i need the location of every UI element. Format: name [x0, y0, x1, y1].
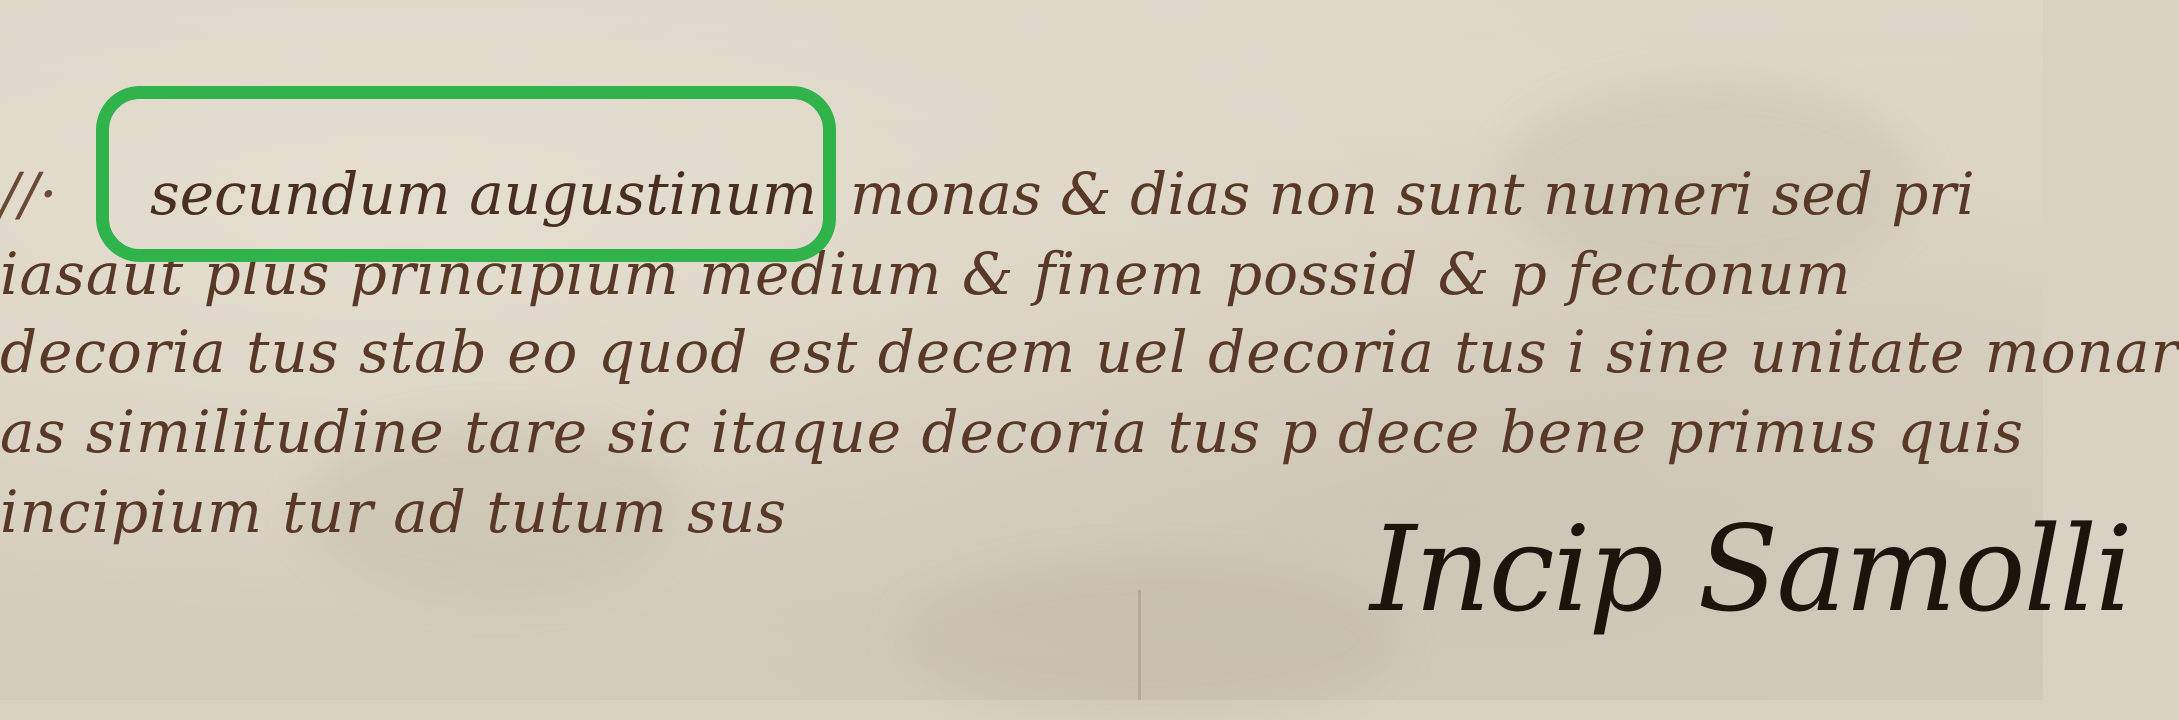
- incipit-heading: Incip Samolli: [1370, 500, 2131, 638]
- ruling-line: [1138, 590, 1141, 700]
- word-highlight-box: [96, 86, 836, 262]
- text-line-4: as similitudine tare sic itaque decoria tus p dece bene primus quis: [0, 398, 2025, 466]
- text-line-2: iasaut plus principium medium & finem possid & p fectonum: [0, 240, 1852, 308]
- paragraph-mark: //·: [0, 160, 58, 228]
- text-line-1: monas & dias non sunt numeri sed pri: [850, 160, 1975, 228]
- parchment-stain: [900, 560, 1400, 720]
- highlighted-word: secundum augustinum: [150, 160, 817, 228]
- text-line-5: incipium tur ad tutum sus: [0, 478, 788, 546]
- text-line-3: decoria tus stab eo quod est decem uel decoria tus i sine unitate monar: [0, 318, 2179, 386]
